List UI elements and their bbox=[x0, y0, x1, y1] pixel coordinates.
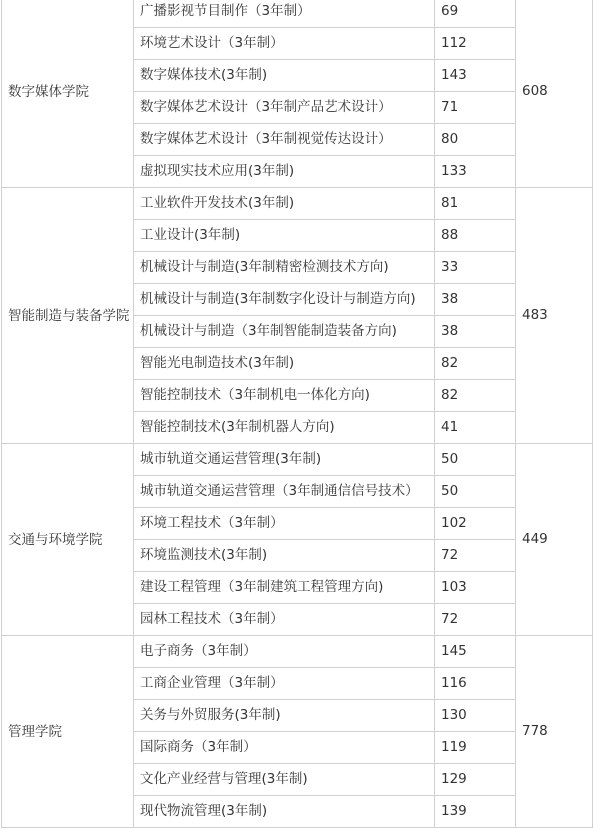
major-count-cell: 82 bbox=[435, 380, 516, 412]
major-count-cell: 129 bbox=[435, 764, 516, 796]
college-name-cell: 智能制造与装备学院 bbox=[2, 188, 134, 444]
major-name-cell: 数字媒体艺术设计（3年制视觉传达设计） bbox=[134, 124, 435, 156]
major-count-cell: 50 bbox=[435, 444, 516, 476]
college-total-cell: 608 bbox=[516, 0, 593, 188]
major-count-cell: 103 bbox=[435, 572, 516, 604]
major-count-cell: 71 bbox=[435, 92, 516, 124]
major-count-cell: 130 bbox=[435, 700, 516, 732]
major-count-cell: 72 bbox=[435, 540, 516, 572]
table-row bbox=[2, 0, 593, 28]
major-count-cell: 41 bbox=[435, 412, 516, 444]
major-count-cell: 72 bbox=[435, 604, 516, 636]
major-count-cell: 133 bbox=[435, 156, 516, 188]
major-name-cell: 现代物流管理(3年制) bbox=[134, 796, 435, 828]
major-name-cell: 关务与外贸服务(3年制) bbox=[134, 700, 435, 732]
college-total-cell: 449 bbox=[516, 444, 593, 636]
major-count-cell: 38 bbox=[435, 284, 516, 316]
major-name-cell: 园林工程技术（3年制） bbox=[134, 604, 435, 636]
major-name-cell: 城市轨道交通运营管理（3年制通信信号技术） bbox=[134, 476, 435, 508]
college-name-cell: 交通与环境学院 bbox=[2, 444, 134, 636]
major-name-cell: 机械设计与制造(3年制精密检测技术方向) bbox=[134, 252, 435, 284]
major-name-cell: 文化产业经营与管理(3年制) bbox=[134, 764, 435, 796]
major-count-cell: 50 bbox=[435, 476, 516, 508]
major-count-cell: 69 bbox=[435, 0, 516, 28]
major-name-cell: 环境工程技术（3年制） bbox=[134, 508, 435, 540]
college-name-cell: 数字媒体学院 bbox=[2, 0, 134, 188]
major-name-cell: 电子商务（3年制） bbox=[134, 636, 435, 668]
major-count-cell: 116 bbox=[435, 668, 516, 700]
table-row bbox=[2, 636, 593, 668]
major-count-cell: 82 bbox=[435, 348, 516, 380]
major-count-cell: 145 bbox=[435, 636, 516, 668]
college-name-cell: 管理学院 bbox=[2, 636, 134, 828]
major-name-cell: 虚拟现实技术应用(3年制) bbox=[134, 156, 435, 188]
major-name-cell: 城市轨道交通运营管理(3年制) bbox=[134, 444, 435, 476]
major-count-cell: 139 bbox=[435, 796, 516, 828]
major-name-cell: 智能控制技术(3年制机器人方向) bbox=[134, 412, 435, 444]
table-row bbox=[2, 188, 593, 220]
major-name-cell: 广播影视节目制作（3年制） bbox=[134, 0, 435, 28]
college-total-cell: 778 bbox=[516, 636, 593, 828]
major-name-cell: 数字媒体技术(3年制) bbox=[134, 60, 435, 92]
major-name-cell: 智能控制技术（3年制机电一体化方向) bbox=[134, 380, 435, 412]
enrollment-table-body bbox=[2, 0, 593, 828]
major-count-cell: 143 bbox=[435, 60, 516, 92]
major-name-cell: 工业设计(3年制) bbox=[134, 220, 435, 252]
enrollment-table bbox=[1, 0, 593, 828]
major-count-cell: 102 bbox=[435, 508, 516, 540]
major-count-cell: 112 bbox=[435, 28, 516, 60]
major-name-cell: 机械设计与制造（3年制智能制造装备方向) bbox=[134, 316, 435, 348]
college-total-cell: 483 bbox=[516, 188, 593, 444]
major-name-cell: 工商企业管理（3年制） bbox=[134, 668, 435, 700]
major-count-cell: 88 bbox=[435, 220, 516, 252]
major-count-cell: 81 bbox=[435, 188, 516, 220]
major-count-cell: 119 bbox=[435, 732, 516, 764]
major-name-cell: 智能光电制造技术(3年制) bbox=[134, 348, 435, 380]
major-count-cell: 33 bbox=[435, 252, 516, 284]
table-row bbox=[2, 444, 593, 476]
major-count-cell: 80 bbox=[435, 124, 516, 156]
major-count-cell: 38 bbox=[435, 316, 516, 348]
major-name-cell: 国际商务（3年制） bbox=[134, 732, 435, 764]
major-name-cell: 环境艺术设计（3年制） bbox=[134, 28, 435, 60]
major-name-cell: 环境监测技术(3年制) bbox=[134, 540, 435, 572]
major-name-cell: 工业软件开发技术(3年制) bbox=[134, 188, 435, 220]
major-name-cell: 机械设计与制造(3年制数字化设计与制造方向) bbox=[134, 284, 435, 316]
major-name-cell: 数字媒体艺术设计（3年制产品艺术设计） bbox=[134, 92, 435, 124]
major-name-cell: 建设工程管理（3年制建筑工程管理方向) bbox=[134, 572, 435, 604]
